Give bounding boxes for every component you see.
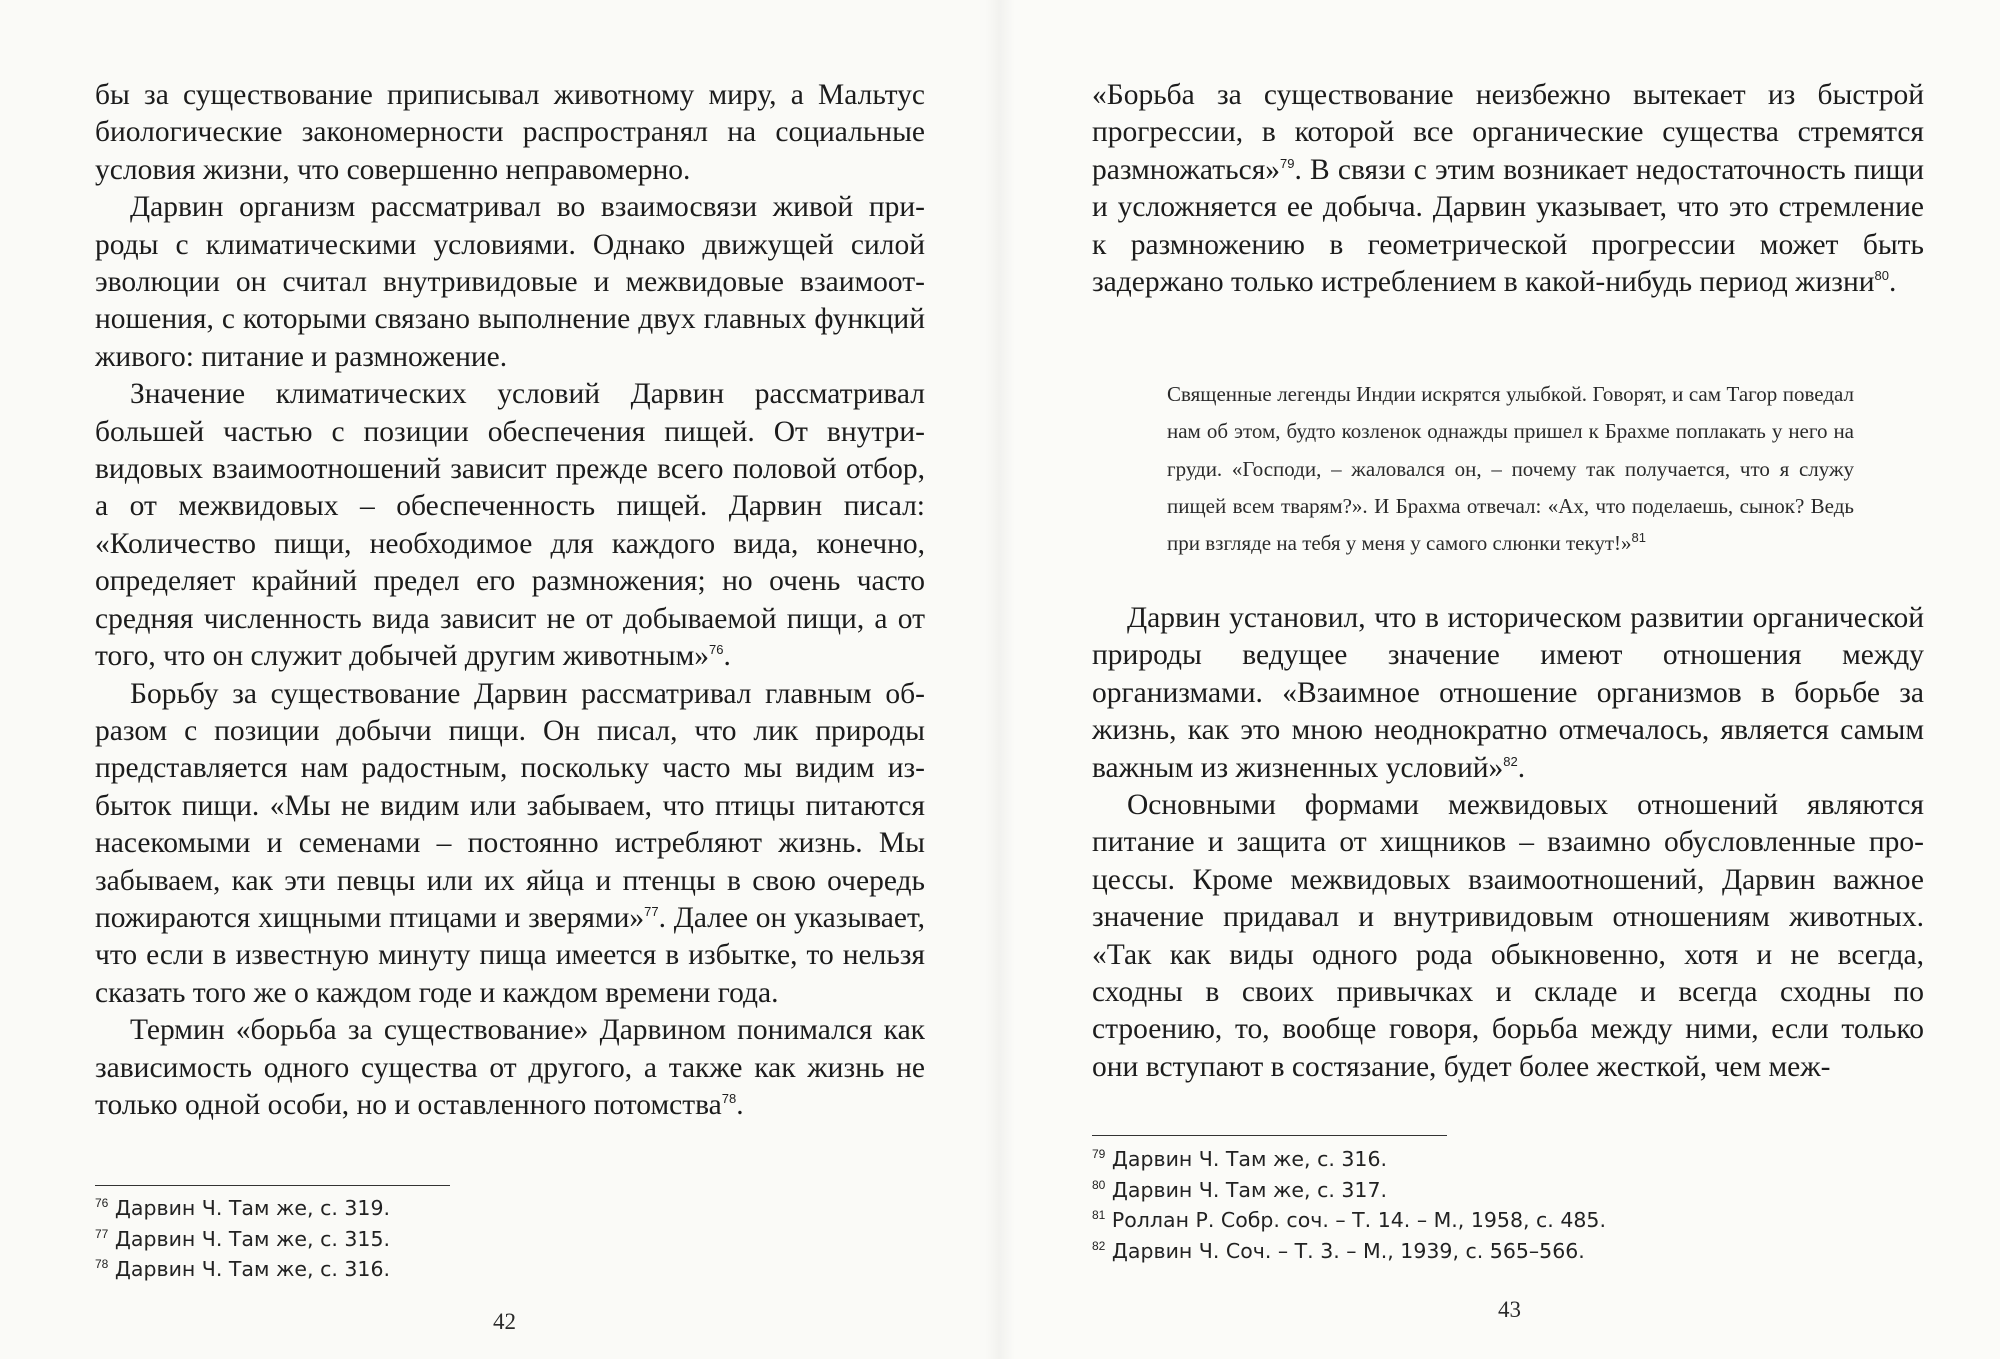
paragraph: Дарвин организм рассматривал во взаимосвязи живой природы с климатическими условиями. Однако движущей силой эволюции он считал внутривидовые и межвидовые взаимоотношения, с которыми связано выполнение двух главных функций живого: питание и размножение. — [95, 191, 925, 373]
footnotes — [1092, 1144, 1652, 1266]
footnote: $^{76}$ Дарвин Ч. Там же, с. 319. — [95, 1196, 391, 1220]
footnote: $^{80}$ Дарвин Ч. Там же, с. 317. — [1092, 1177, 1388, 1202]
footnote: $^{81}$ Роллан Р. Собр. соч. – Т. 14. – М., 1958, с. 485. — [1092, 1208, 1606, 1232]
footnotes — [95, 1193, 595, 1285]
footnote: $^{82}$ Дарвин Ч. Соч. – Т. 3. – М., 1939, с. 565–566. — [1092, 1238, 1585, 1263]
book-gutter — [985, 0, 1015, 1359]
footnote-ref: 81 — [1631, 530, 1647, 546]
footnote-ref: 78 — [721, 1091, 737, 1107]
paragraph: бы за существование приписывал животному миру, а Мальтус биологические закономерности распространял на социальные условия жизни, что совершенно неправомерно. — [95, 79, 925, 186]
footnote-ref: 77 — [644, 904, 659, 920]
paragraph: Дарвин установил, что в историческом развитии органической природы ведущее значение имеют отношения между организмами. «Взаимное отношение организмов в борьбе за жизнь, как это мною неоднократно отмечалось, является самым важным из жизненных условий»$^{82}$. — [1092, 602, 1924, 784]
left-page-body — [95, 77, 925, 1124]
footnote-divider — [1092, 1135, 1447, 1136]
footnote: $^{77}$ Дарвин Ч. Там же, с. 315. — [95, 1226, 391, 1251]
footnote-ref: 79 — [1280, 155, 1295, 171]
quote-text: Священные легенды Индии искрятся улыбкой. Говорят, и сам Тагор поведал нам об этом, будто козленок однажды пришел к Брахме поплакать у него на груди. «Господи, – жаловался он, – почему так получается, что я служу пищей всем тварям?». И Брахма отвечал: «Ах, что поделаешь, сынок? Ведь при взгляде на тебя у меня у самого слюнки текут!»$^{81}$ — [1167, 382, 1854, 556]
footnote-ref: 76 — [709, 642, 724, 658]
footnote-divider — [95, 1185, 450, 1186]
footnote-ref: 80 — [1874, 268, 1889, 284]
paragraph: «Борьба за существование неизбежно вытекает из быстрой прогрессии, в которой все органические существа стремятся размножаться»$^{79}$. В связи с этим возникает недостаточность пищи и усложняется ее добыча. Дарвин указывает, что это стремление к размножению в геометрической прогрессии может быть задержано только истреблением в какой-нибудь период жизни$^{80}$. — [1092, 79, 1924, 299]
footnote: $^{79}$ Дарвин Ч. Там же, с. 316. — [1092, 1147, 1388, 1171]
epigraph-quote — [1167, 376, 1854, 562]
page-number: 43 — [1498, 1297, 1521, 1322]
page-number: 42 — [493, 1309, 516, 1334]
right-page-body-continued — [1092, 600, 1924, 1086]
paragraph: Термин «борьба за существование» Дарвином понимался как зависимость одного существа от другого, а также как жизнь не только одной особи, но и оставленного потомства$^{78}$. — [95, 1014, 925, 1121]
paragraph: Значение климатических условий Дарвин рассматривал большей частью с позиции обеспечения пищей. От внутривидовых взаимоотношений зависит прежде всего половой отбор, а от межвидовых – обеспеченность пищей. Дарвин писал: «Количество пищи, необходимое для каждого вида, конечно, определяет крайний предел его размножения; но очень часто средняя численность вида зависит не от добываемой пищи, а от того, что он служит добычей другим животным»$^{76}$. — [95, 378, 925, 673]
paragraph: Основными формами межвидовых отношений являются питание и защита от хищников – взаимно обусловленные процессы. Кроме межвидовых взаимоотношений, Дарвин важное значение придавал и внутривидовым отношениям животных. «Так как виды одного рода обыкновенно, хотя и не всегда, сходны в своих привычках и складе и всегда сходны по строению, то, вообще говоря, борьба между ними, если только они вступают в состязание, будет более жесткой, чем меж- — [1092, 789, 1924, 1083]
paragraph: Борьбу за существование Дарвин рассматривал главным образом с позиции добычи пищи. Он писал, что лик природы представляется нам радостным, поскольку часто мы видим избыток пищи. «Мы не видим или забываем, что птицы питаются насекомыми и семенами – постоянно истребляют жизнь. Мы забываем, как эти певцы или их яйца и птенцы в свою очередь пожираются хищными птицами и зверями»$^{77}$. Далее он указывает, что если в известную минуту пища имеется в избытке, то нельзя сказать того же о каждом годе и каждом времени года. — [95, 677, 925, 1009]
right-page-body — [1092, 77, 1924, 301]
footnote-ref: 82 — [1503, 753, 1518, 769]
footnote: $^{78}$ Дарвин Ч. Там же, с. 316. — [95, 1257, 391, 1281]
